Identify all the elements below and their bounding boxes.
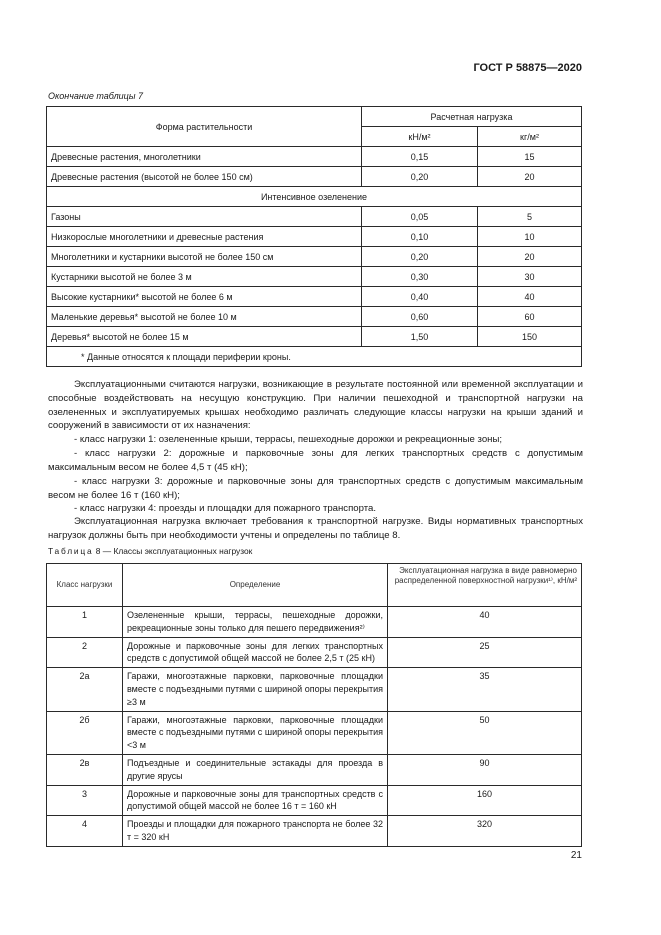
row-load: 320 xyxy=(388,816,582,847)
row-name: Кустарники высотой не более 3 м xyxy=(47,267,362,287)
row-load: 25 xyxy=(388,637,582,668)
table8-caption-word: Таблица xyxy=(48,546,94,556)
table-7 xyxy=(46,106,582,367)
row-kn: 1,50 xyxy=(362,327,478,347)
table-row xyxy=(47,207,582,227)
row-kg: 5 xyxy=(477,207,581,227)
bullet-class-2: - класс нагрузки 2: дорожные и парковочные зоны для легких транспортных средств с допустимым максимальным весом не более 4,5 т (45 кН); xyxy=(48,448,583,473)
row-kn: 0,20 xyxy=(362,247,478,267)
table-row xyxy=(47,607,582,638)
col-header-load: Эксплуатационная нагрузка в виде равномерно распределенной поверхностной нагрузки¹⁾, кН/м² xyxy=(388,564,582,607)
table-row xyxy=(47,816,582,847)
table-row xyxy=(47,167,582,187)
row-load: 50 xyxy=(388,711,582,754)
row-definition: Подъездные и соединительные эстакады для проезда в другие ярусы xyxy=(123,754,388,785)
unit-kg: кг/м² xyxy=(477,127,581,147)
table7-footnote: * Данные относятся к площади периферии кроны. xyxy=(47,347,582,367)
row-kg: 20 xyxy=(477,247,581,267)
row-kg: 60 xyxy=(477,307,581,327)
row-kn: 0,30 xyxy=(362,267,478,287)
row-class: 4 xyxy=(47,816,123,847)
row-class: 2 xyxy=(47,637,123,668)
table-row xyxy=(47,754,582,785)
table-row xyxy=(47,267,582,287)
row-load: 35 xyxy=(388,668,582,711)
row-name: Древесные растения, многолетники xyxy=(47,147,362,167)
row-kn: 0,15 xyxy=(362,147,478,167)
row-definition: Гаражи, многоэтажные парковки, парковочные площадки вместе с подъездными путями с шириной опоры перекрытия <3 м xyxy=(123,711,388,754)
table-row xyxy=(47,637,582,668)
row-name: Высокие кустарники* высотой не более 6 м xyxy=(47,287,362,307)
bullet-class-4: - класс нагрузки 4: проезды и площадки для пожарного транспорта. xyxy=(74,503,377,514)
row-class: 1 xyxy=(47,607,123,638)
col-header-load: Расчетная нагрузка xyxy=(362,107,582,127)
table-row xyxy=(47,227,582,247)
row-definition: Дорожные и парковочные зоны для легких транспортных средств с допустимой общей массой не более 2,5 т (25 кН) xyxy=(123,637,388,668)
row-kn: 0,10 xyxy=(362,227,478,247)
row-definition: Гаражи, многоэтажные парковки, парковочные площадки вместе с подъездными путями с шириной опоры перекрытия ≥3 м xyxy=(123,668,388,711)
row-name: Маленькие деревья* высотой не более 10 м xyxy=(47,307,362,327)
row-load: 160 xyxy=(388,785,582,816)
paragraph-loads: Эксплуатационными считаются нагрузки, возникающие в результате постоянной или временной эксплуатации и способные воздействовать на несущую конструкцию. При наличии пешеходной и транспортной нагрузки на озелененных и эксплуатируемых крышах необходимо различать следующие классы нагрузки на крыши зданий и сооружений в зависимости от их назначения: xyxy=(48,379,583,432)
bullet-class-3: - класс нагрузки 3: дорожные и парковочные зоны для транспортных средств с допустимым максимальным весом не более 16 т (160 кН); xyxy=(48,476,583,501)
row-name: Деревья* высотой не более 15 м xyxy=(47,327,362,347)
row-load: 40 xyxy=(388,607,582,638)
row-kg: 15 xyxy=(477,147,581,167)
footnote-row xyxy=(47,347,582,367)
row-kg: 40 xyxy=(477,287,581,307)
page-number: 21 xyxy=(570,850,582,861)
paragraph-transport: Эксплуатационная нагрузка включает требования к транспортной нагрузке. Виды нормативных транспортных нагрузок должны быть при необходимости учтены и определены по таблице 8. xyxy=(48,516,583,541)
table-row xyxy=(47,247,582,267)
col-header-form: Форма растительности xyxy=(47,107,362,147)
table-row xyxy=(47,711,582,754)
row-name: Многолетники и кустарники высотой не более 150 см xyxy=(47,247,362,267)
row-kn: 0,40 xyxy=(362,287,478,307)
col-header-class: Класс нагрузки xyxy=(47,564,123,607)
col-header-definition: Определение xyxy=(123,564,388,607)
row-class: 2б xyxy=(47,711,123,754)
section-row xyxy=(47,187,582,207)
row-name: Газоны xyxy=(47,207,362,227)
row-definition: Проезды и площадки для пожарного транспорта не более 32 т = 320 кН xyxy=(123,816,388,847)
row-kg: 10 xyxy=(477,227,581,247)
row-kg: 150 xyxy=(477,327,581,347)
table-row xyxy=(47,327,582,347)
row-kn: 0,05 xyxy=(362,207,478,227)
section-title: Интенсивное озеленение xyxy=(47,187,582,207)
table7-caption: Окончание таблицы 7 xyxy=(48,91,143,101)
table8-caption-text: 8 — Классы эксплуатационных нагрузок xyxy=(95,546,253,556)
row-load: 90 xyxy=(388,754,582,785)
table7-header-row xyxy=(47,107,582,127)
row-class: 3 xyxy=(47,785,123,816)
table-row xyxy=(47,785,582,816)
table8-caption xyxy=(48,546,252,556)
unit-kn: кН/м² xyxy=(362,127,478,147)
row-kg: 30 xyxy=(477,267,581,287)
table8-header-row xyxy=(47,564,582,607)
row-class: 2в xyxy=(47,754,123,785)
row-name: Древесные растения (высотой не более 150 см) xyxy=(47,167,362,187)
row-kn: 0,20 xyxy=(362,167,478,187)
row-kg: 20 xyxy=(477,167,581,187)
table-row xyxy=(47,668,582,711)
table-row xyxy=(47,307,582,327)
row-class: 2а xyxy=(47,668,123,711)
table-row xyxy=(47,147,582,167)
bullet-class-1: - класс нагрузки 1: озелененные крыши, террасы, пешеходные дорожки и рекреационные зоны; xyxy=(74,434,503,445)
table-row xyxy=(47,287,582,307)
row-kn: 0,60 xyxy=(362,307,478,327)
table-8 xyxy=(46,563,582,847)
row-definition: Озелененные крыши, террасы, пешеходные дорожки, рекреационные зоны только для пешего передвижения²⁾ xyxy=(123,607,388,638)
document-code: ГОСТ Р 58875—2020 xyxy=(473,62,582,74)
row-definition: Дорожные и парковочные зоны для транспортных средств с допустимой общей массой не более 16 т = 160 кН xyxy=(123,785,388,816)
row-name: Низкорослые многолетники и древесные растения xyxy=(47,227,362,247)
